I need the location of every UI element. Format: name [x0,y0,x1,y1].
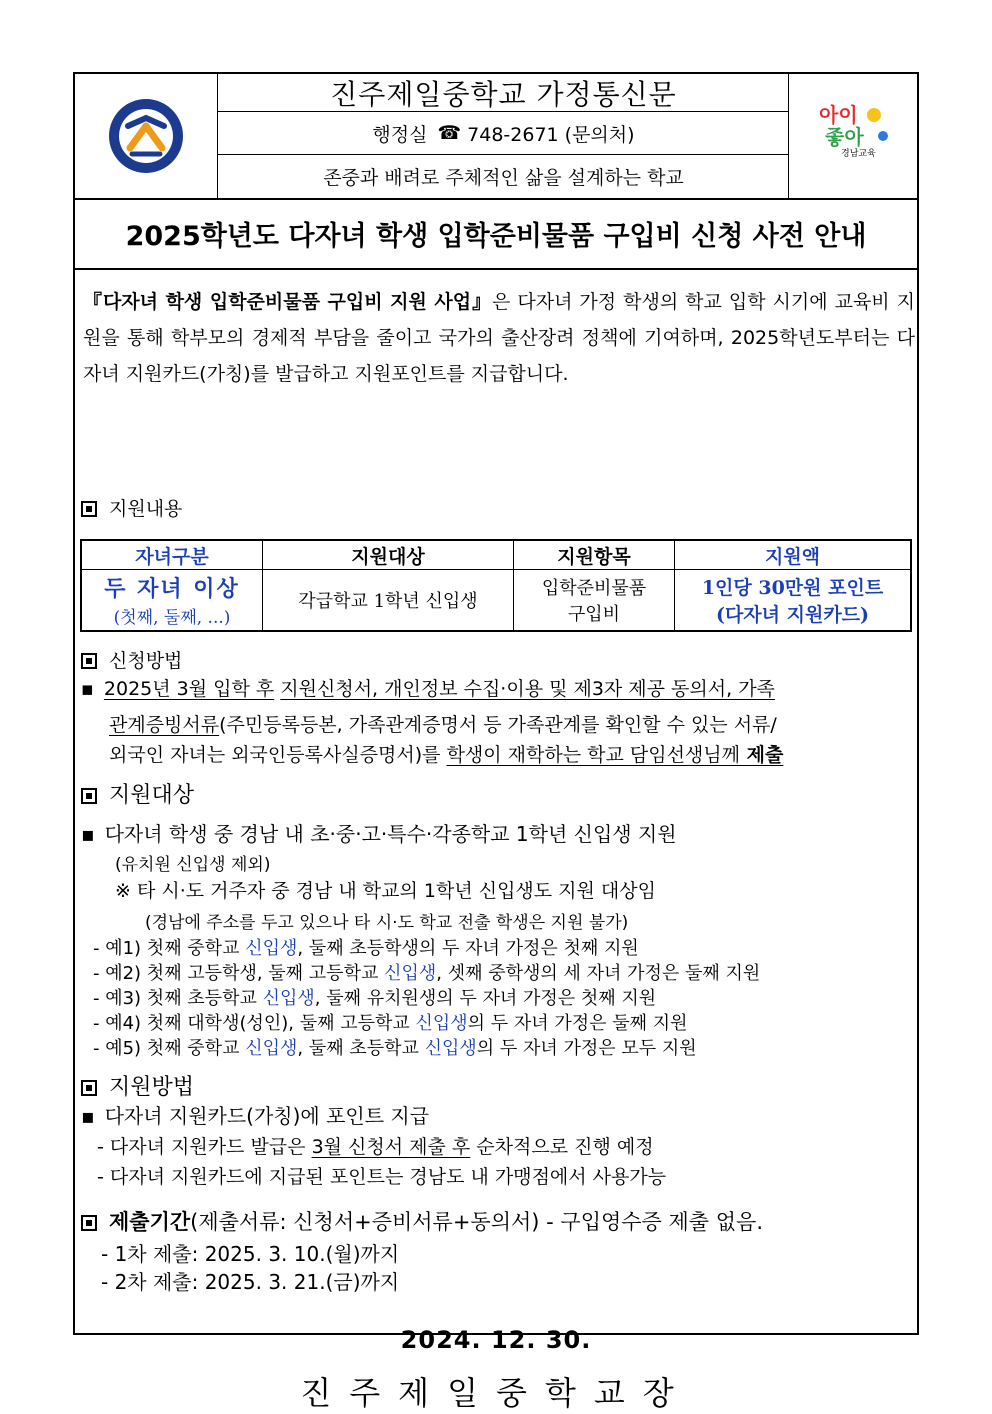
table-row [81,570,911,632]
example-text: , 둘째 초등학생의 두 자녀 가정은 첫째 지원 [297,938,639,959]
header [75,74,917,200]
apply-submit-to: 학생이 재학하는 학교 담임선생님께 [446,744,740,766]
section-deadline-detail: (제출서류: 신청서+증비서류+동의서) - 구입영수증 제출 없음. [190,1210,764,1234]
example-text: , 둘째 유치원생의 두 자녀 가정은 첫째 지원 [314,988,657,1009]
example-text: - 예5) 첫째 중학교 [93,1038,246,1059]
section-method [81,1070,194,1101]
target-note-3: (경남에 주소를 두고 있으나 타 시·도 학교 전출 학생은 지원 불가) [145,913,629,933]
table-header-child: 자녀구분 [81,540,263,570]
issue-date: 2024. 12. 30. [400,1326,592,1354]
telephone-icon: ☎ [437,122,462,144]
example-1 [93,934,639,960]
intro-program-name: 『다자녀 학생 입학준비물품 구입비 지원 사업』 [83,291,493,313]
school-motto: 존중과 배려로 주체적인 삶을 설계하는 학교 [323,167,684,189]
school-logo-cell [75,74,218,198]
square-bullet-icon [81,1080,97,1096]
method-line-1 [97,1132,654,1159]
principal-signature: 진주제일중학교장 [300,1374,692,1412]
logo-text-line1: 아이 [819,103,858,127]
apply-line-1 [81,674,775,701]
table-header-row [81,540,911,570]
method-line-2: - 다자녀 지원카드에 지급된 포인트는 경남도 내 가맹점에서 사용가능 [97,1166,667,1188]
example-text: 의 두 자녀 가정은 둘째 지원 [467,1013,688,1034]
example-highlight: 신입생 [424,1038,477,1059]
smile-icon [865,106,883,124]
amount-line1: 1인당 30만원 포인트 [701,577,884,599]
example-4 [93,1009,688,1035]
example-text: , 셋째 중학생의 세 자녀 가정은 둘째 지원 [436,963,761,984]
section-support-content [81,494,182,521]
apply-foreign: 외국인 자녀는 외국인등록사실증명서)를 [109,744,447,766]
school-title: 진주제일중학교 가정통신문 [218,74,789,112]
example-3 [93,984,656,1010]
school-logo-icon [106,96,186,176]
notice-title: 2025학년도 다자녀 학생 입학준비물품 구입비 신청 사전 안내 [75,198,917,270]
target-main [81,818,677,847]
education-logo [819,104,899,168]
table-cell-amount [675,570,912,632]
method-text: - 다자녀 지원카드 발급은 [97,1136,312,1158]
section-deadline-label: 제출기간 [109,1210,191,1234]
deadline-2: - 2차 제출: 2025. 3. 21.(금)까지 [101,1270,400,1294]
square-bullet-icon [81,1215,97,1231]
example-text: - 예3) 첫째 초등학교 [93,988,263,1009]
section-apply-label: 신청방법 [109,650,183,672]
apply-when: 2025년 3월 입학 후 [103,678,275,700]
square-bullet-icon [81,501,97,517]
table-header-target: 지원대상 [263,540,514,570]
target-note-2: ※ 타 시·도 거주자 중 경남 내 학교의 1학년 신입생도 지원 대상임 [115,880,656,902]
section-target-label: 지원대상 [109,783,195,808]
apply-family-docs-desc: (주민등록등본, 가족관계증명서 등 가족관계를 확인할 수 있는 서류/ [219,714,777,736]
item-line2: 구입비 [567,604,621,625]
table-header-item: 지원항목 [514,540,675,570]
table-cell-item [514,570,675,632]
example-text: 의 두 자녀 가정은 모두 지원 [476,1038,697,1059]
example-text: - 예2) 첫째 고등학생, 둘째 고등학교 [93,963,385,984]
table-header-amount: 지원액 [675,540,912,570]
method-main [81,1100,429,1129]
intro-paragraph [83,284,915,392]
example-5 [93,1034,697,1060]
section-support-content-label: 지원내용 [109,498,183,520]
method-text: 순차적으로 진행 예정 [470,1136,654,1158]
section-apply [81,646,182,673]
notice-frame [73,72,919,1412]
apply-documents: 지원신청서, 개인정보 수집·이용 및 제3자 제공 동의서, 가족 [280,678,775,700]
example-highlight: 신입생 [384,963,437,984]
contact-office: 행정실 [372,123,428,146]
bullet-icon: ▪ [81,678,94,700]
example-text: - 예1) 첫째 중학교 [93,938,246,959]
apply-submit: 제출 [740,744,784,766]
logo-subtext: 경남교육 [841,149,876,159]
support-table [80,539,912,632]
section-target [81,778,194,809]
intro-text: 은 다자녀 가정 학생의 학교 입학 시기에 교육비 지원을 통해 학부모의 경제적 부담을 줄이고 국가의 출산장려 정책에 기여하며, 2025학년도부터는 다자녀 지원카드(가칭)를 발급하고 지원포인트를 지급합니다. [83,291,915,385]
target-note-1: (유치원 신입생 제외) [115,855,271,875]
method-highlight: 3월 신청서 제출 후 [311,1136,471,1158]
square-bullet-icon [81,653,97,669]
deadline-1: - 1차 제출: 2025. 3. 10.(월)까지 [101,1242,400,1266]
example-2 [93,959,760,985]
example-highlight: 신입생 [245,938,298,959]
child-main: 두 자녀 이상 [104,576,240,602]
education-logo-cell [788,74,917,198]
table-cell-target: 각급학교 1학년 신입생 [263,570,514,632]
logo-text-line2: 좋아 [825,125,864,149]
child-sub: (첫째, 둘째, ...) [113,608,231,628]
item-line1: 입학준비물품 [541,578,647,599]
apply-line-2 [109,710,777,737]
section-deadline [81,1206,763,1236]
bullet-icon: ▪ [81,1104,95,1128]
contact-number: 748-2671 (문의처) [467,123,635,146]
section-method-label: 지원방법 [109,1075,195,1100]
contact-row [218,112,789,155]
method-main-text: 다자녀 지원카드(가칭)에 포인트 지급 [104,1104,430,1128]
apply-line-3 [109,740,783,767]
apply-family-docs: 관계증빙서류 [109,714,220,736]
amount-line2: (다자녀 지원카드) [715,604,870,626]
target-main-text: 다자녀 학생 중 경남 내 초·중·고·특수·각종학교 1학년 신입생 지원 [104,822,677,846]
square-bullet-icon [81,788,97,804]
example-highlight: 신입생 [245,1038,298,1059]
table-cell-child [81,570,263,632]
bullet-icon: ▪ [81,822,95,846]
example-highlight: 신입생 [262,988,315,1009]
sparkle-icon [877,130,889,142]
example-text: - 예4) 첫째 대학생(성인), 둘째 고등학교 [93,1013,416,1034]
example-text: , 둘째 초등학교 [297,1038,425,1059]
example-highlight: 신입생 [415,1013,468,1034]
